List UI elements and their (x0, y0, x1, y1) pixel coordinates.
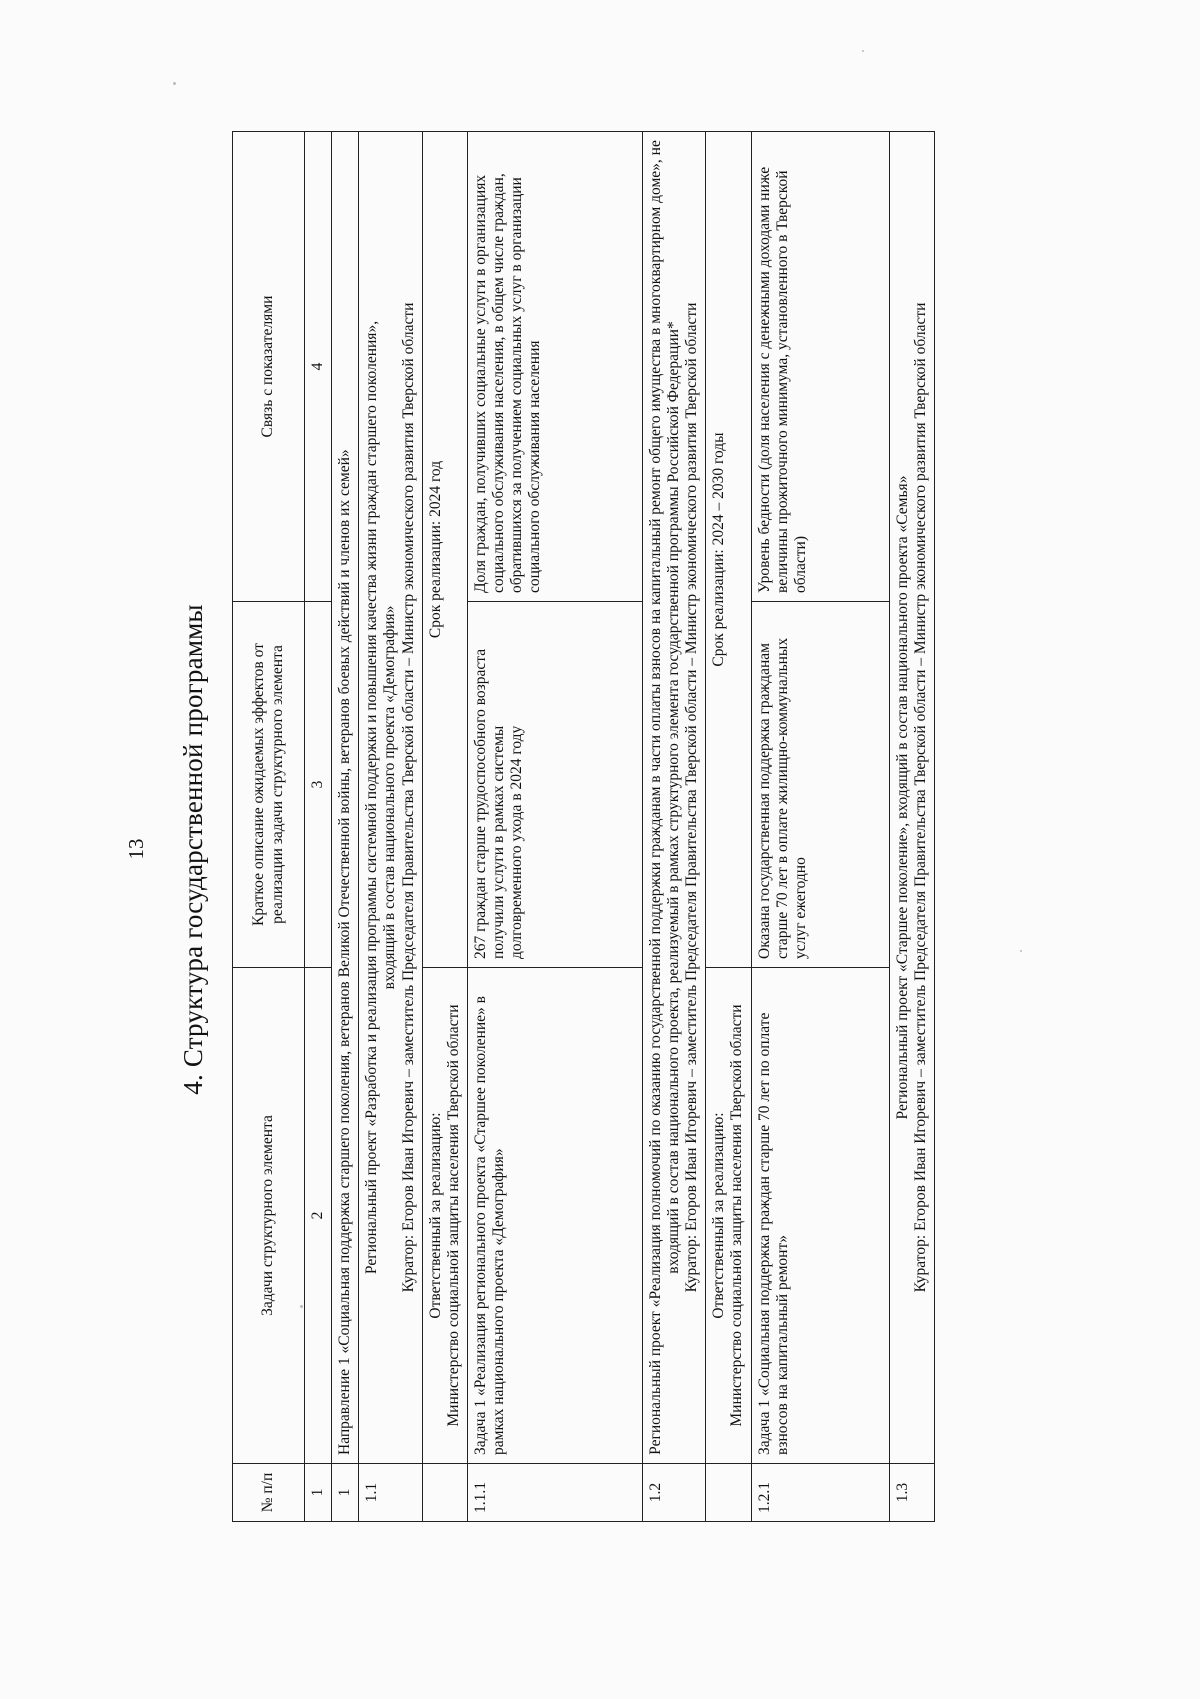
row-number: 1 (332, 1464, 359, 1522)
project-description (889, 132, 934, 1464)
responsible-label: Ответственный за реализацию: (710, 1112, 728, 1319)
project-title: Региональный проект «Разработка и реализация программы системной поддержки и повышения качества жизни граждан старшего поколения», (363, 320, 381, 1275)
col-number: 4 (305, 132, 332, 602)
header-num: № п/п (233, 1464, 305, 1522)
program-structure-table (232, 131, 935, 1522)
project-curator: Куратор: Егоров Иван Игоревич – заместитель Председателя Правительства Тверской области – Министр экономического развития Тверской области (683, 302, 701, 1293)
table-header-row (233, 132, 305, 1522)
responsible-label: Ответственный за реализацию: (426, 1112, 444, 1319)
term-cell: Срок реализации: 2024 год (422, 132, 467, 968)
project-title: Региональный проект «Старшее поколение», входящий в состав национального проекта «Семья» (893, 475, 911, 1120)
project-row (642, 132, 705, 1522)
section-title: 4. Структура государственной программы (178, 604, 208, 1095)
task-row (751, 132, 889, 1522)
header-indicators: Связь с показателями (233, 132, 305, 602)
direction-text: Направление 1 «Социальная поддержка старшего поколения, ветеранов Великой Отечественной войны, ветеранов боевых действий и членов их семей» (332, 132, 359, 1464)
responsible-name: Министерство социальной защиты населения Тверской области (444, 1004, 462, 1427)
responsible-row (706, 132, 751, 1522)
project-curator: Куратор: Егоров Иван Игоревич – заместитель Председателя Правительства Тверской области – Министр экономического развития Тверской области (399, 302, 417, 1293)
col-number: 3 (305, 602, 332, 968)
project-row (359, 132, 422, 1522)
direction-row (332, 132, 359, 1522)
empty-cell (422, 1464, 467, 1522)
project-description (359, 132, 422, 1464)
col-number: 1 (305, 1464, 332, 1522)
project-title: Региональный проект «Реализация полномочий по оказанию государственной поддержки гражданам в части оплаты взносов на капитальный ремонт общего имущества в многоквартирном доме», не входящий в состав национального проекта, реализуемый в рамках структурного элемента государственной программы Российской Федерации* (646, 140, 682, 1455)
row-number: 1.2 (642, 1464, 705, 1522)
header-tasks: Задачи структурного элемента (233, 968, 305, 1464)
empty-cell (706, 1464, 751, 1522)
project-subtitle: входящий в состав национального проекта «Демография» (381, 605, 399, 990)
indicator-text: Доля граждан, получивших социальные услуги в организациях социального обслуживания населения, в общем числе граждан, обратившихся за получением социальных услуг в организации социального обслуживания населения (467, 132, 642, 602)
project-row (889, 132, 934, 1522)
project-curator: Куратор: Егоров Иван Игоревич – заместитель Председателя Правительства Тверской области – Министр экономического развития Тверской области (911, 302, 929, 1293)
effect-text: 267 граждан старше трудоспособного возраста получили услуги в рамках системы долговременного ухода в 2024 году (467, 602, 642, 968)
task-text: Задача 1 «Социальная поддержка граждан старше 70 лет по оплате взносов на капитальный ремонт» (751, 968, 889, 1464)
column-number-row (305, 132, 332, 1522)
task-row (467, 132, 642, 1522)
row-number: 1.1 (359, 1464, 422, 1522)
responsible-cell (422, 968, 467, 1464)
row-number: 1.1.1 (467, 1464, 642, 1522)
responsible-cell (706, 968, 751, 1464)
page-number: 13 (124, 838, 148, 860)
header-effects: Краткое описание ожидаемых эффектов от реализации задачи структурного элемента (233, 602, 305, 968)
project-description (642, 132, 705, 1464)
term-cell: Срок реализации: 2024 – 2030 годы (706, 132, 751, 968)
responsible-name: Министерство социальной защиты населения Тверской области (728, 1004, 746, 1427)
task-text: Задача 1 «Реализация регионального проекта «Старшее поколение» в рамках национального проекта «Демография» (467, 968, 642, 1464)
indicator-text: Уровень бедности (доля населения с денежными доходами ниже величины прожиточного минимума, установленного в Тверской области) (751, 132, 889, 602)
row-number: 1.3 (889, 1464, 934, 1522)
effect-text: Оказана государственная поддержка гражданам старше 70 лет в оплате жилищно-коммунальных услуг ежегодно (751, 602, 889, 968)
responsible-row (422, 132, 467, 1522)
col-number: 2 (305, 968, 332, 1464)
row-number: 1.2.1 (751, 1464, 889, 1522)
